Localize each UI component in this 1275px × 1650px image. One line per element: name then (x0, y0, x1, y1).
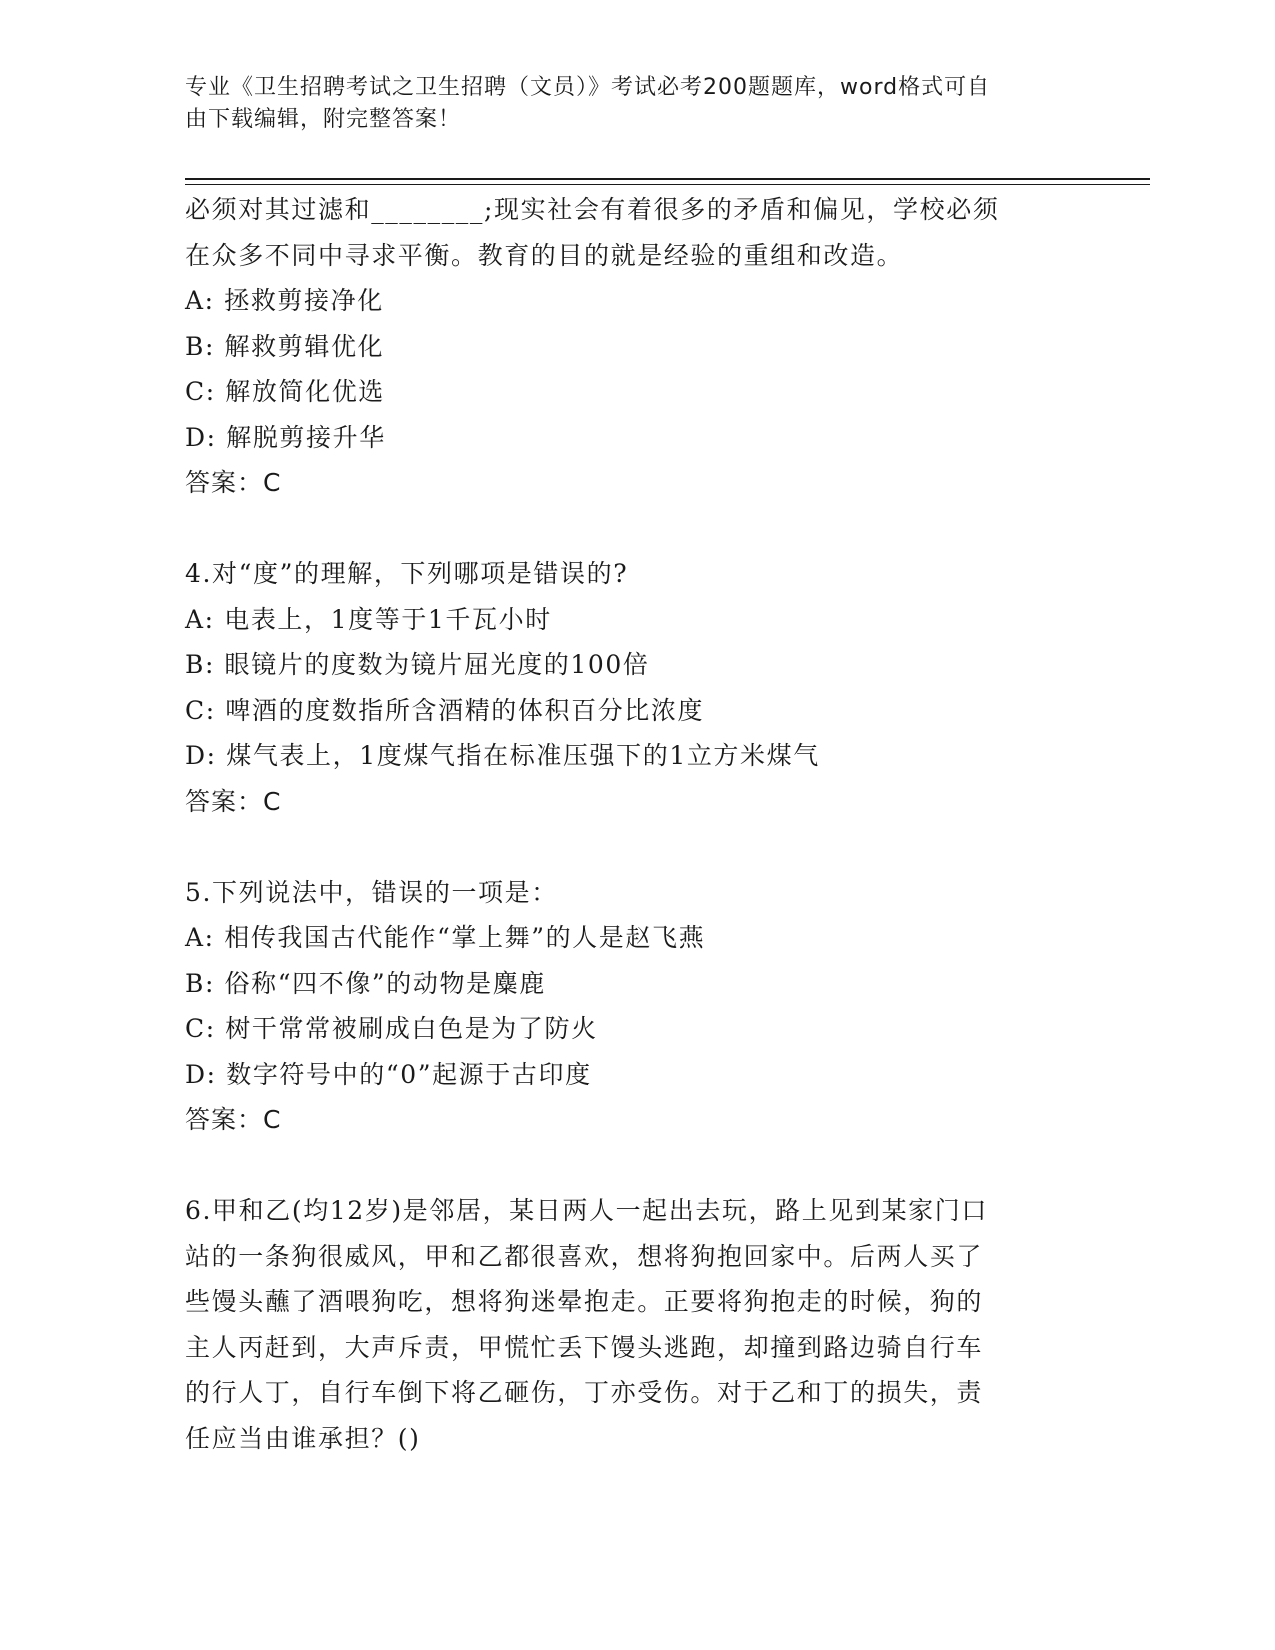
header-line-1: 专业《卫生招聘考试之卫生招聘（文员）》考试必考200题题库，word格式可自 (185, 75, 991, 100)
document-header (185, 72, 1085, 136)
question-stem-line: 主人丙赶到，大声斥责，甲慌忙丢下馒头逃跑，却撞到路边骑自行车 (185, 1332, 984, 1362)
question-3 (185, 187, 1085, 506)
question-stem-line: 6.甲和乙(均12岁)是邻居，某日两人一起出去玩，路上见到某家门口 (185, 1196, 988, 1225)
option-d: D: 数字符号中的“0”起源于古印度 (185, 1059, 592, 1089)
option-b: B: 解救剪辑优化 (185, 331, 385, 361)
answer-line: 答案：C (185, 786, 282, 816)
question-4 (185, 551, 1085, 824)
spacer (185, 506, 1085, 552)
question-stem: 5.下列说法中，错误的一项是： (185, 877, 558, 907)
option-c: C: 解放简化优选 (185, 377, 385, 406)
question-stem-line: 在众多不同中寻求平衡。教育的目的就是经验的重组和改造。 (185, 240, 904, 270)
question-content (185, 187, 1085, 1461)
option-c: C: 树干常常被刷成白色是为了防火 (185, 1014, 598, 1043)
question-stem-line: 任应当由谁承担？() (185, 1423, 421, 1453)
question-stem-line: 站的一条狗很威风，甲和乙都很喜欢，想将狗抱回家中。后两人买了 (185, 1241, 984, 1271)
question-stem-line: 些馒头蘸了酒喂狗吃，想将狗迷晕抱走。正要将狗抱走的时候，狗的 (185, 1287, 984, 1316)
answer-line: 答案：C (185, 1105, 282, 1134)
question-stem-line: 必须对其过滤和________;现实社会有着很多的矛盾和偏见，学校必须 (185, 195, 1000, 224)
spacer (185, 1143, 1085, 1189)
option-d: D: 煤气表上，1度煤气指在标准压强下的1立方米煤气 (185, 741, 820, 770)
option-c: C: 啤酒的度数指所含酒精的体积百分比浓度 (185, 695, 705, 725)
option-a: A: 拯救剪接净化 (185, 286, 384, 315)
question-stem: 4.对“度”的理解，下列哪项是错误的? (185, 559, 629, 588)
question-stem-line: 的行人丁，自行车倒下将乙砸伤，丁亦受伤。对于乙和丁的损失，责 (185, 1378, 984, 1407)
header-divider-thin (185, 184, 1150, 185)
header-line-2: 由下载编辑，附完整答案！ (185, 107, 462, 132)
question-6 (185, 1188, 1085, 1461)
question-5 (185, 870, 1085, 1143)
option-b: B: 俗称“四不像”的动物是麋鹿 (185, 968, 546, 998)
spacer (185, 824, 1085, 870)
header-divider-thick (185, 178, 1150, 180)
option-a: A: 电表上，1度等于1千瓦小时 (185, 604, 552, 634)
answer-line: 答案：C (185, 468, 282, 497)
option-d: D: 解脱剪接升华 (185, 422, 386, 452)
option-b: B: 眼镜片的度数为镜片屈光度的100倍 (185, 650, 650, 679)
option-a: A: 相传我国古代能作“掌上舞”的人是赵飞燕 (185, 923, 706, 952)
